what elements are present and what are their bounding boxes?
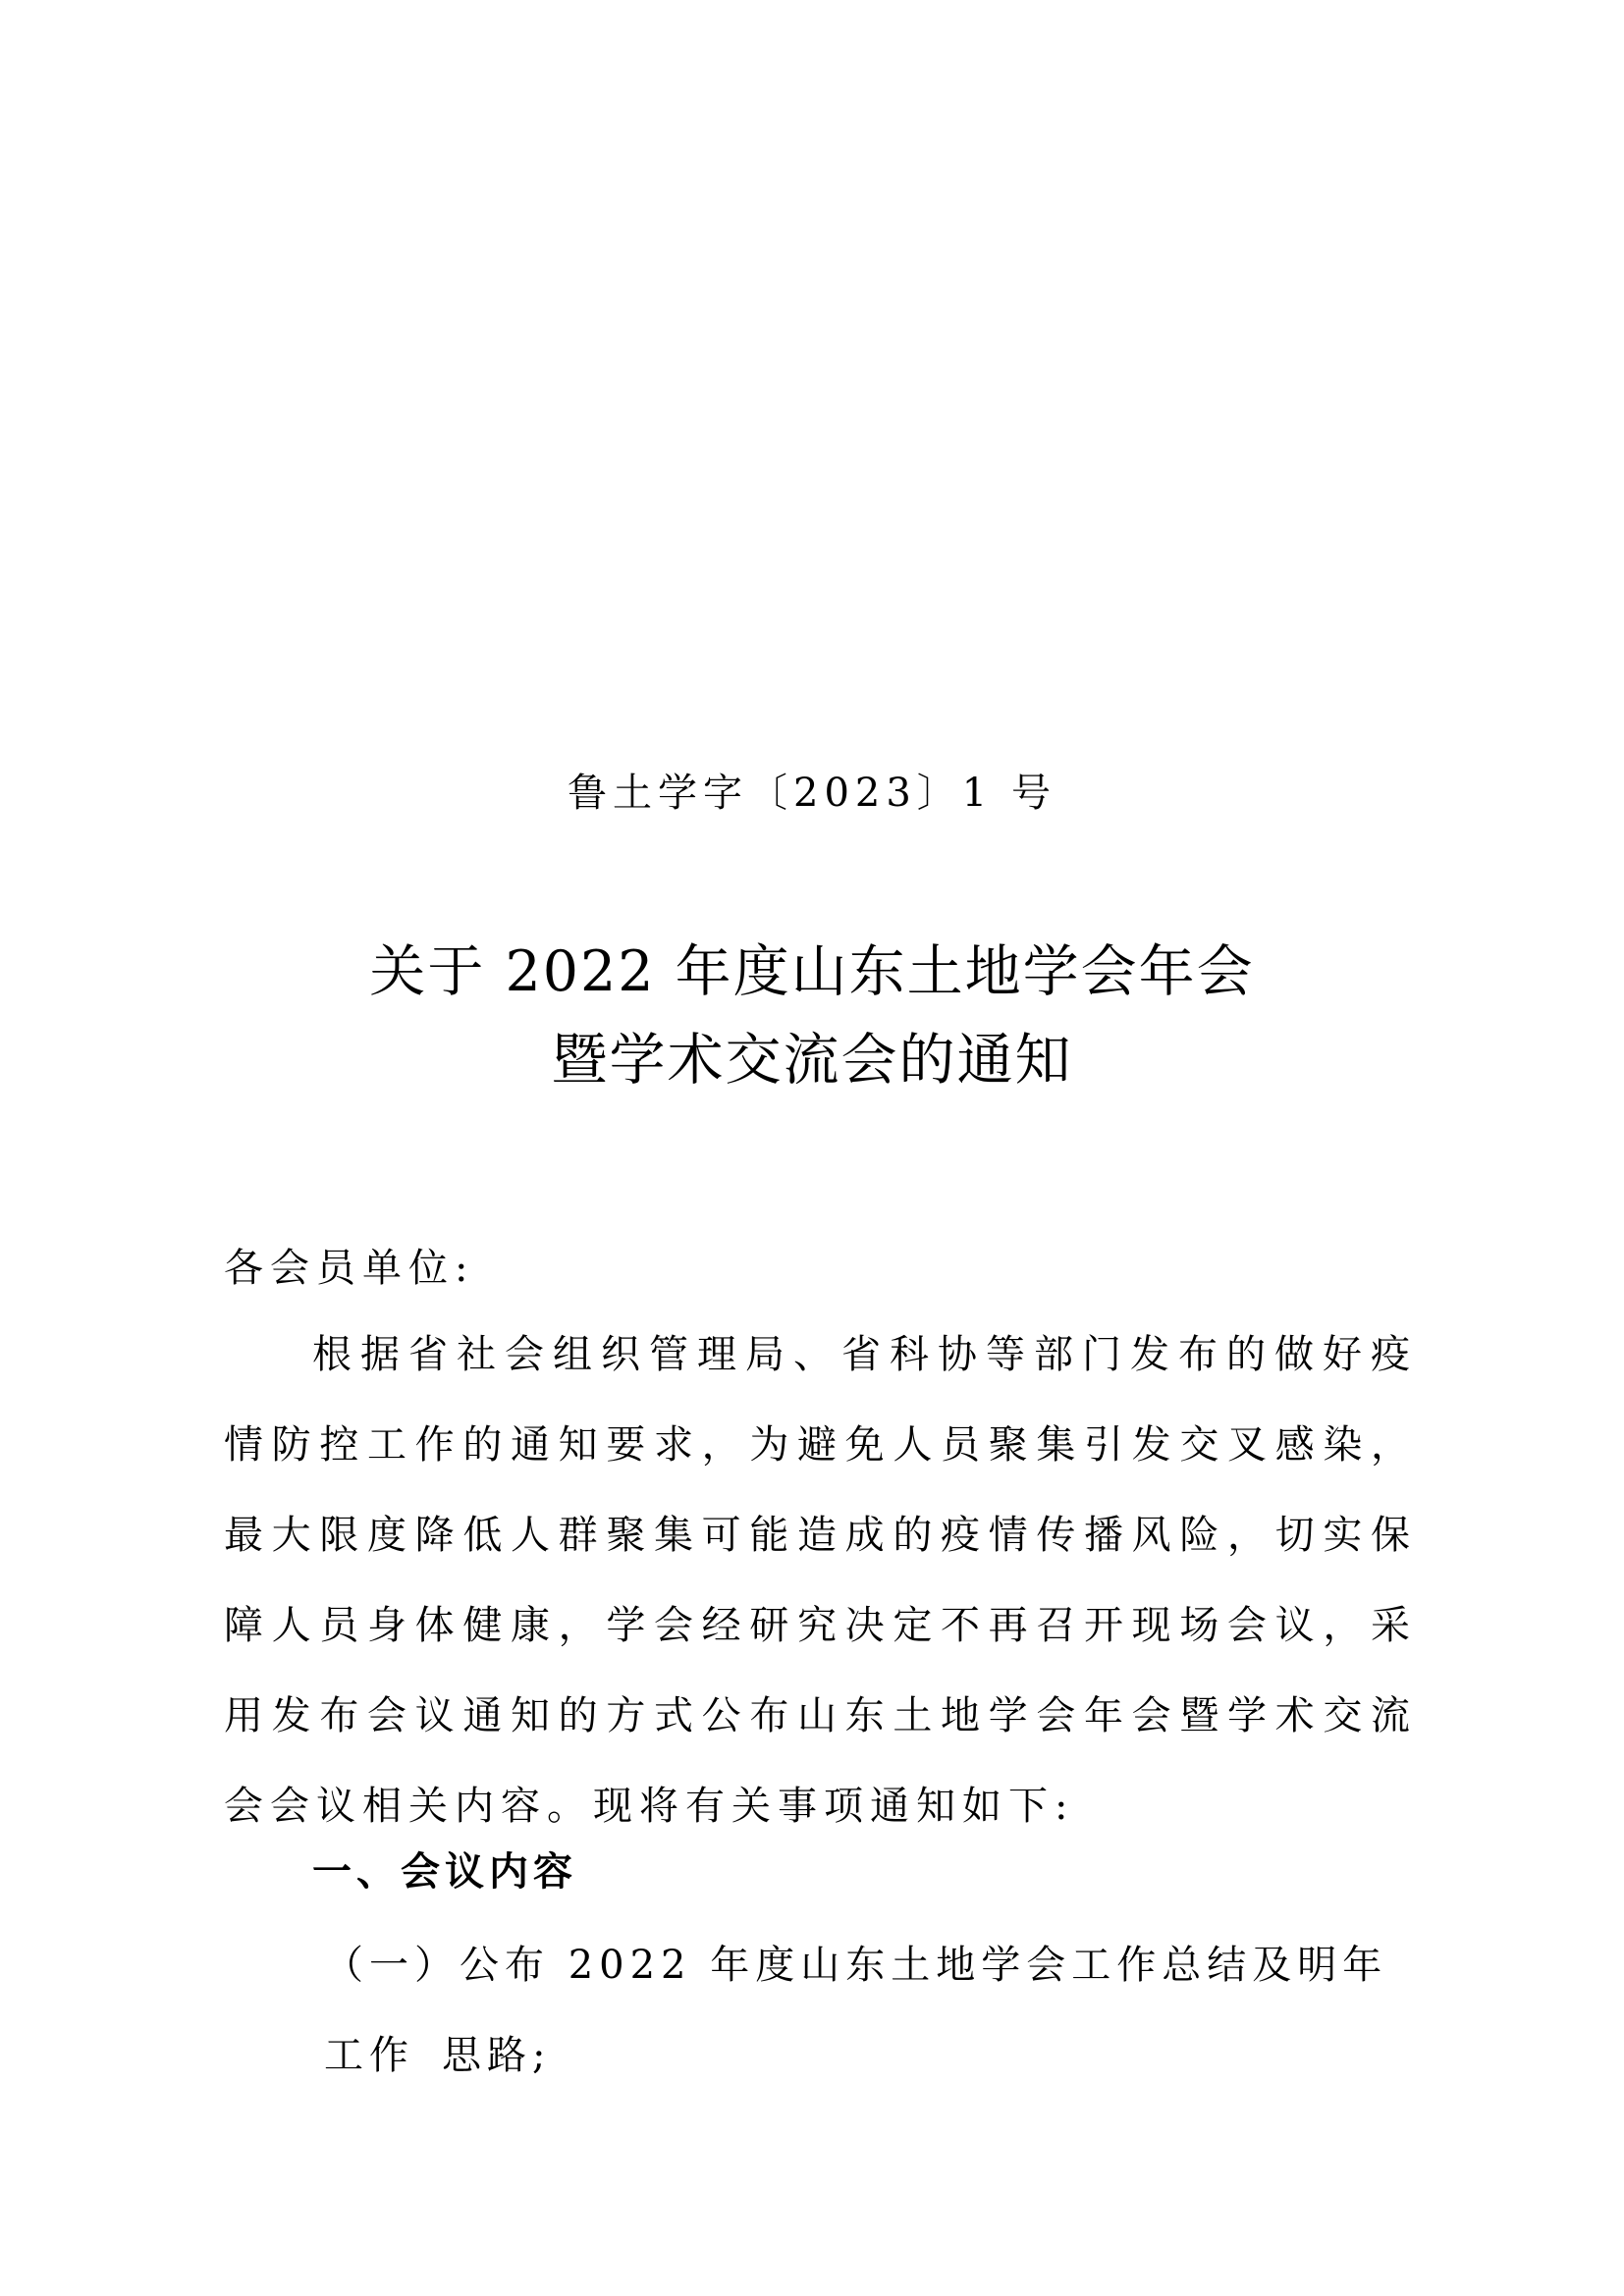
- list-item-text: 公布 2022 年度山东土地学会工作总结及明年工作: [324, 1943, 1388, 2078]
- document-title-line-1: 关于 2022 年度山东土地学会年会: [369, 939, 1255, 1004]
- list-item-number: （一）: [324, 1943, 460, 1988]
- body-paragraph: 根据省社会组织管理局、省科协等部门发布的做好疫情防控工作的通知要求，为避免人员聚集引发交叉感染，最大限度降低人群聚集可能造成的疫情传播风险，切实保障人员身体健康，学会经研究决定不再召开现场会议，采用发布会议通知的方式公布山东土地学会年会暨学术交流会会议相关内容。现将有关事项通知如下:: [224, 1332, 1417, 1829]
- document-number: 鲁土学字〔2023〕1 号: [568, 771, 1056, 816]
- section-heading-meeting-content: 一、会议内容: [312, 1849, 577, 1895]
- list-item-continuation: 思路;: [442, 2033, 552, 2078]
- document-title-line-2: 暨学术交流会的通知: [551, 1028, 1073, 1093]
- salutation: 各会员单位:: [224, 1246, 475, 1291]
